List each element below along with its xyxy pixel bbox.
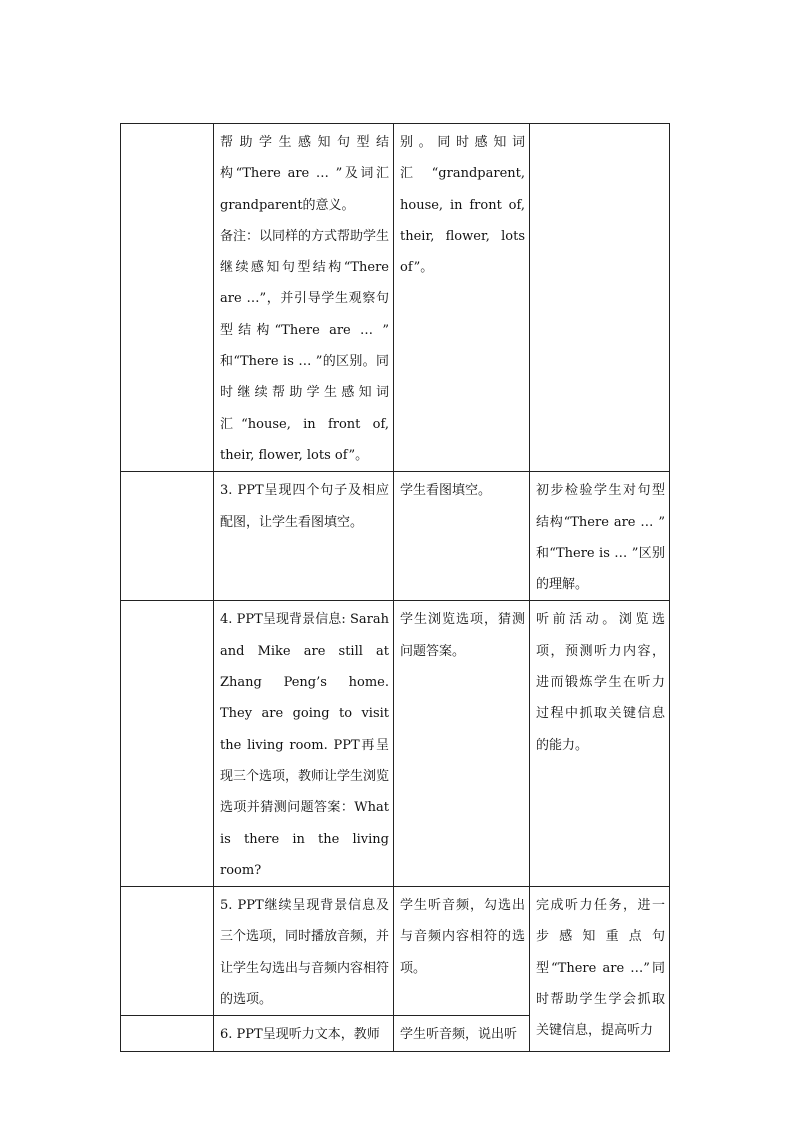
student-activity-cell	[394, 124, 530, 472]
purpose-cell	[530, 887, 670, 1051]
stage-cell	[121, 472, 214, 601]
purpose-cell	[530, 472, 670, 601]
teacher-activity-text: 帮助学生感知句型结构“There are … ”及词汇grandparent的意义。	[220, 135, 389, 213]
teacher-activity-text: 3. PPT呈现四个句子及相应配图，让学生看图填空。	[220, 483, 389, 530]
table-row	[121, 601, 670, 887]
table-row	[121, 124, 670, 472]
student-activity-text: 学生浏览选项，猜测问题答案。	[400, 612, 525, 659]
student-activity-text: 学生听音频，说出听	[400, 1027, 518, 1043]
student-activity-cell	[394, 1016, 530, 1051]
purpose-text: 听前活动。浏览选项，预测听力内容，进而锻炼学生在听力过程中抓取关键信息的能力。	[536, 612, 665, 753]
purpose-cell	[530, 601, 670, 887]
teacher-activity-cell	[214, 124, 394, 472]
teacher-activity-cell	[214, 887, 394, 1016]
student-activity-cell	[394, 601, 530, 887]
table-row	[121, 887, 670, 1016]
student-activity-text: 别。同时感知词汇“grandparent, house, in front of, their, flower, lots of”。	[400, 135, 525, 276]
student-activity-cell	[394, 887, 530, 1016]
table-row	[121, 472, 670, 601]
stage-cell	[121, 601, 214, 887]
purpose-text: 完成听力任务，进一步感知重点句型“There are …”同时帮助学生学会抓取关键信息，提高听力	[536, 898, 665, 1039]
stage-cell	[121, 124, 214, 472]
teacher-activity-text: 4. PPT呈现背景信息: Sarah and Mike are still at Zhang Peng’s home. They are going to visit the living room. PPT再呈现三个选项，教师让学生浏览选项并猜测问题答案：What is there in the living room?	[220, 612, 390, 878]
student-activity-text: 学生看图填空。	[400, 483, 492, 499]
purpose-cell	[530, 124, 670, 472]
purpose-text: 初步检验学生对句型结构“There are … ” 和“There is … ”区别的理解。	[536, 483, 665, 593]
student-activity-cell	[394, 472, 530, 601]
stage-cell	[121, 887, 214, 1016]
student-activity-text: 学生听音频，勾选出与音频内容相符的选项。	[400, 898, 525, 976]
teacher-activity-cell	[214, 601, 394, 887]
teacher-activity-text: 5. PPT继续呈现背景信息及三个选项，同时播放音频，并让学生勾选出与音频内容相符的选项。	[220, 898, 390, 1008]
teacher-activity-cell	[214, 472, 394, 601]
teacher-activity-note: 备注：以同样的方式帮助学生继续感知句型结构“There are …”，并引导学生观察句型结构“There are … ” 和“There is … ”的区别。同时继续帮助学生感知词汇“house, in front of, their, flower, lots of”。	[220, 228, 390, 463]
lesson-plan-table	[120, 123, 670, 1052]
teacher-activity-text: 6. PPT呈现听力文本，教师	[220, 1027, 380, 1043]
teacher-activity-cell	[214, 1016, 394, 1051]
stage-cell	[121, 1016, 214, 1051]
